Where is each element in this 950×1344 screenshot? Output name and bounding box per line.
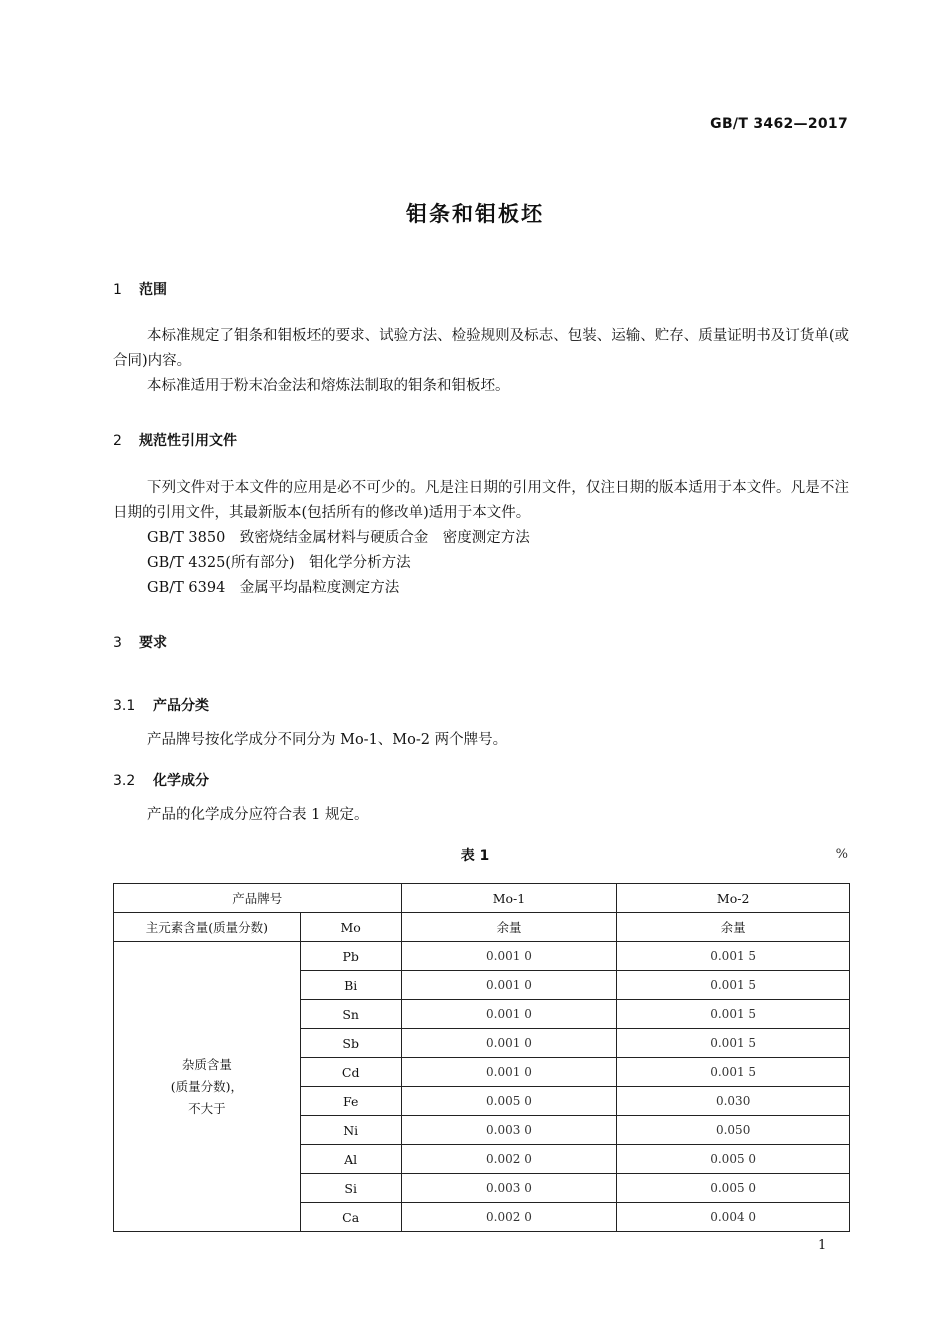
section-3-2-heading	[113, 770, 209, 790]
element-symbol: Mo	[300, 913, 401, 942]
element-symbol: Pb	[300, 942, 401, 971]
value-mo2: 0.050	[617, 1116, 850, 1145]
section-3-1-body	[113, 728, 849, 753]
impurity-label-line: 杂质含量	[181, 1056, 232, 1072]
element-symbol: Sn	[300, 1000, 401, 1029]
reference-item: GB/T 4325(所有部分) 钼化学分析方法	[147, 555, 411, 571]
value-mo2: 0.005 0	[617, 1174, 850, 1203]
section-3-1-heading	[113, 695, 209, 715]
paragraph: 下列文件对于本文件的应用是必不可少的。凡是注日期的引用文件，仅注日期的版本适用于本文件。凡是不注日期的引用文件，其最新版本(包括所有的修改单)适用于本文件。	[113, 480, 849, 521]
value-mo1: 0.003 0	[401, 1174, 617, 1203]
element-symbol: Ni	[300, 1116, 401, 1145]
section-number: 2	[113, 433, 122, 449]
value-mo2: 0.001 5	[617, 942, 850, 971]
impurity-label	[114, 942, 301, 1232]
value-mo1: 0.003 0	[401, 1116, 617, 1145]
value-mo1: 0.002 0	[401, 1145, 617, 1174]
section-title: 规范性引用文件	[139, 433, 237, 449]
section-number: 3.1	[113, 698, 136, 714]
value-mo2: 0.001 5	[617, 1029, 850, 1058]
grade-mo2: Mo-2	[617, 884, 850, 913]
reference-item: GB/T 3850 致密烧结金属材料与硬质合金 密度测定方法	[147, 530, 530, 546]
value-mo1: 0.001 0	[401, 1058, 617, 1087]
paragraph: 本标准适用于粉末冶金法和熔炼法制取的钼条和钼板坯。	[147, 378, 510, 394]
section-title: 产品分类	[153, 698, 209, 714]
element-symbol: Fe	[300, 1087, 401, 1116]
page-number: 1	[818, 1238, 827, 1253]
paragraph: 本标准规定了钼条和钼板坯的要求、试验方法、检验规则及标志、包装、运输、贮存、质量证明书及订货单(或合同)内容。	[113, 328, 849, 369]
value-mo2: 0.004 0	[617, 1203, 850, 1232]
impurity-label-line: 不大于	[188, 1100, 226, 1116]
paragraph: 产品牌号按化学成分不同分为 Mo-1、Mo-2 两个牌号。	[147, 732, 508, 748]
grade-header: 产品牌号	[114, 884, 402, 913]
impurity-label-line: (质量分数)，	[170, 1078, 243, 1094]
section-1-heading	[113, 279, 167, 299]
grade-mo1: Mo-1	[401, 884, 617, 913]
section-3-heading	[113, 632, 167, 652]
section-1-body	[113, 324, 849, 399]
value-mo2: 余量	[617, 913, 850, 942]
element-symbol: Sb	[300, 1029, 401, 1058]
value-mo2: 0.001 5	[617, 971, 850, 1000]
section-number: 3.2	[113, 773, 136, 789]
element-symbol: Cd	[300, 1058, 401, 1087]
value-mo1: 0.001 0	[401, 1029, 617, 1058]
document-title: 钼条和钼板坯	[406, 202, 544, 226]
value-mo1: 0.005 0	[401, 1087, 617, 1116]
table-row	[114, 942, 850, 971]
table-unit: %	[835, 847, 848, 862]
section-title: 化学成分	[153, 773, 209, 789]
section-title: 要求	[139, 635, 167, 651]
standard-code: GB/T 3462—2017	[710, 116, 848, 132]
value-mo2: 0.030	[617, 1087, 850, 1116]
value-mo1: 0.001 0	[401, 971, 617, 1000]
section-title: 范围	[139, 282, 167, 298]
section-number: 3	[113, 635, 122, 651]
section-3-2-body	[113, 803, 849, 828]
element-symbol: Bi	[300, 971, 401, 1000]
value-mo1: 0.001 0	[401, 1000, 617, 1029]
paragraph: 产品的化学成分应符合表 1 规定。	[147, 807, 369, 823]
table-header-row	[114, 884, 850, 913]
element-symbol: Ca	[300, 1203, 401, 1232]
value-mo2: 0.005 0	[617, 1145, 850, 1174]
section-number: 1	[113, 282, 122, 298]
element-symbol: Al	[300, 1145, 401, 1174]
main-element-row	[114, 913, 850, 942]
table-caption: 表 1	[460, 848, 490, 864]
chemical-composition-table	[113, 883, 850, 1232]
value-mo1: 余量	[401, 913, 617, 942]
value-mo2: 0.001 5	[617, 1058, 850, 1087]
value-mo1: 0.001 0	[401, 942, 617, 971]
reference-item: GB/T 6394 金属平均晶粒度测定方法	[147, 580, 400, 596]
section-2-heading	[113, 430, 237, 450]
value-mo1: 0.002 0	[401, 1203, 617, 1232]
element-symbol: Si	[300, 1174, 401, 1203]
section-2-body	[113, 476, 849, 526]
main-element-label: 主元素含量(质量分数)	[114, 913, 301, 942]
value-mo2: 0.001 5	[617, 1000, 850, 1029]
